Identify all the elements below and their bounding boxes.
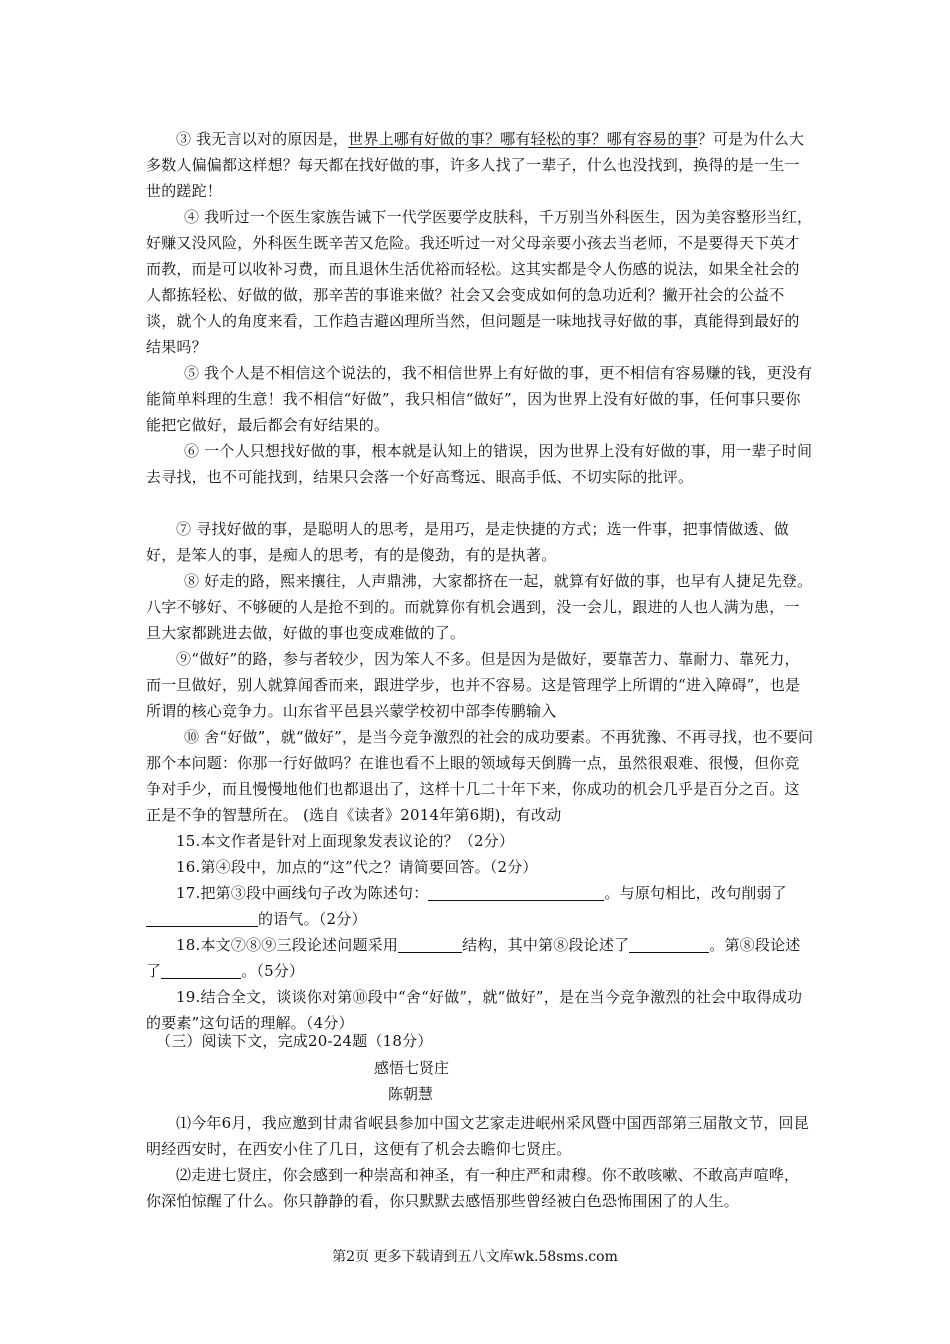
paragraph-5: ⑤ 我个人是不相信这个说法的，我不相信世界上有好做的事，更不相信有容易赚的钱，更没有能简单料理的生意！我不相信“好做”，我只相信“做好”，因为世界上没有好做的事，任何事只要你能把它做好，最后都会有好结果的。: [146, 364, 813, 434]
question-19: 19.结合全文，谈谈你对第⑩段中“舍“好做”，就“做好”，是在当今竞争激烈的社会中取得成功的要素”这句话的理解。（4分）: [146, 988, 803, 1032]
section-3-paragraph-2: ⑵走进七贤庄，你会感到一种崇高和神圣，有一种庄严和肃穆。你不敢咳嗽、不敢高声喧哗，你深怕惊醒了什么。你只静静的看，你只默默去感悟那些曾经被白色恐怖围困了的人生。: [146, 1166, 800, 1210]
article-title: 感悟七贤庄: [374, 1059, 450, 1077]
underlined-sentence: 世界上哪有好做的事？哪有轻松的事？哪有容易的事: [348, 130, 698, 148]
paragraph-4: ④ 我听过一个医生家族告诫下一代学医要学皮肤科，千万别当外科医生，因为美容整形当红，好赚又没风险，外科医生既辛苦又危险。我还听过一对父母亲要小孩去当老师，不是要得天下英才而教，而是可以收补习费，而且退休生活优裕而轻松。这其实都是令人伤感的说法，如果全社会的人都拣轻松、好做的做，那辛苦的事谁来做？社会又会变成如何的急功近利？撇开社会的公益不谈，就个人的角度来看，工作趋吉避凶理所当然，但问题是一味地找寻好做的事，真能得到最好的结果吗？: [146, 208, 813, 356]
paragraph-9: ⑨“做好”的路，参与者较少，因为笨人不多。但是因为是做好，要靠苦力、靠耐力、靠死力，而一旦做好，别人就算闻香而来，跟进学步，也并不容易。这是管理学上所谓的“进入障碍”，也是所谓的核心竞争力。山东省平邑县兴蒙学校初中部李传鹏输入: [146, 650, 801, 720]
paragraph-10: ⑩ 舍“好做”，就“做好”，是当今竞争激烈的社会的成功要素。不再犹豫、不再寻找，也不要问那个本问题：你那一行好做吗？在谁也看不上眼的领域每天倒腾一点，虽然很艰难、很慢，但你竞争对手少，而且慢慢地他们也都退出了，这样十几二十年下来，你成功的机会几乎是百分之百。这正是不争的智慧所在。 (选自《读者》2014年第6期)，有改动: [146, 728, 814, 824]
paragraph-7: ⑦ 寻找好做的事，是聪明人的思考，是用巧，是走快捷的方式；选一件事，把事情做透、做好，是笨人的事，是痴人的思考，有的是傻劲，有的是执著。: [146, 520, 789, 564]
section-3-paragraph-1: ⑴今年6月，我应邀到甘肃省岷县参加中国文艺家走进岷州采风暨中国西部第三届散文节，回昆明经西安时，在西安小住了几日，这便有了机会去瞻仰七贤庄。: [146, 1114, 809, 1158]
question-15: 15.本文作者是针对上面现象发表议论的？（2分）: [176, 832, 515, 850]
answer-blank-18a[interactable]: [398, 934, 462, 953]
question-17-text-c: 的语气。（2分）: [258, 910, 367, 928]
article-author: 陈朝慧: [388, 1085, 434, 1103]
answer-blank-17b[interactable]: [146, 908, 258, 927]
paragraph-3-start: ③ 我无言以对的原因是，: [176, 130, 349, 148]
question-17-text-a: 17.把第③段中画线句子改为陈述句：: [176, 884, 429, 902]
paragraph-6: ⑥ 一个人只想找好做的事，根本就是认知上的错误，因为世界上没有好做的事，用一辈子时间去寻找，也不可能找到，结果只会落一个好高骛远、眼高手低、不切实际的批评。: [146, 442, 813, 486]
page-footer: 第2页 更多下载请到五八文库wk.58sms.com: [332, 1249, 618, 1265]
section-3-heading: （三）阅读下文，完成20-24题（18分）: [156, 1032, 433, 1050]
answer-blank-18c[interactable]: [161, 960, 241, 979]
question-17: [146, 880, 814, 932]
question-18-text-b: 结构，其中第⑧段论述了: [462, 936, 630, 954]
answer-blank-18b[interactable]: [629, 934, 709, 953]
question-18: [146, 932, 814, 984]
question-17-text-b: 。与原句相比，改句削弱了: [604, 884, 787, 902]
question-18-text-d: 。（5分）: [241, 962, 305, 980]
paragraph-8: ⑧ 好走的路，熙来攘往，人声鼎沸，大家都挤在一起，就算有好做的事，也早有人捷足先登。八字不够好、不够硬的人是抢不到的。而就算你有机会遇到，没一会儿，跟进的人也人满为患，一旦大家都跳进去做，好做的事也变成难做的了。: [146, 572, 813, 642]
answer-blank-17a[interactable]: [428, 882, 604, 901]
paragraph-3-rest: ？可是为什么大多数人偏偏都这样想？每天都在找好做的事，许多人找了一辈子，什么也没找到，换得的是一生一世的蹉跎！: [146, 130, 805, 200]
question-18-text-a: 18.本文⑦⑧⑨三段论述问题采用: [176, 936, 399, 954]
question-16: 16.第④段中，加点的“这”代之？请简要回答。（2分）: [176, 858, 538, 876]
question-18-text-c: 。第⑧段论述了: [146, 936, 801, 980]
paragraph-3: [146, 126, 814, 204]
